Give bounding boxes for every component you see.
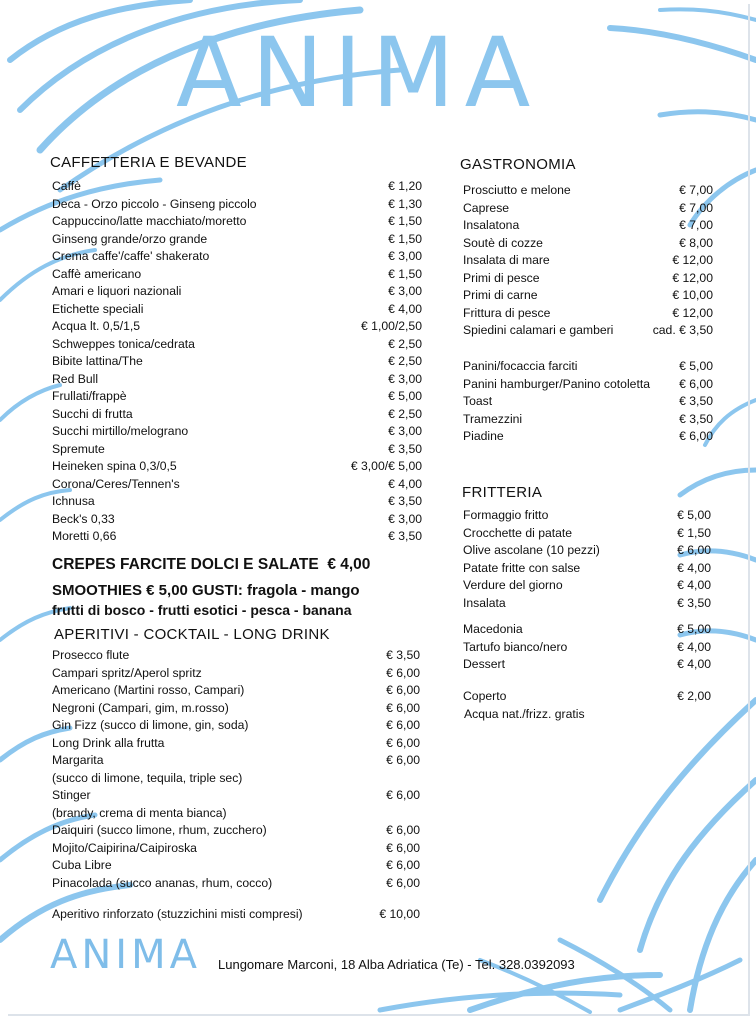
menu-item xyxy=(52,840,420,858)
item-name: Primi di carne xyxy=(463,288,538,302)
menu-item xyxy=(52,665,420,683)
menu-item xyxy=(52,371,422,389)
item-name: Crocchette di patate xyxy=(463,525,573,540)
menu-item xyxy=(463,577,711,595)
item-price: € 3,50 xyxy=(388,441,422,456)
menu-item xyxy=(52,875,420,893)
item-name: Beck's 0,33 xyxy=(52,511,115,526)
menu-item xyxy=(52,248,422,266)
item-price: € 6,00 xyxy=(386,753,420,767)
item-name: Deca - Orzo piccolo - Ginseng piccolo xyxy=(52,196,257,211)
item-price: € 1,50 xyxy=(388,214,422,228)
item-name: Caprese xyxy=(463,200,510,215)
crepes-text: CREPES FARCITE DOLCI E SALATE xyxy=(52,556,319,573)
menu-item xyxy=(463,217,713,235)
aperitivi-title: APERITIVI - COCKTAIL - LONG DRINK xyxy=(54,626,330,643)
dolci-list xyxy=(463,621,711,674)
menu-item xyxy=(52,735,420,753)
item-name: Olive ascolane (10 pezzi) xyxy=(463,543,600,557)
menu-item xyxy=(52,511,422,529)
item-price: € 3,00 xyxy=(388,424,422,438)
menu-item xyxy=(463,656,711,674)
item-name: Gin Fizz (succo di limone, gin, soda) xyxy=(52,718,249,732)
item-price: € 3,50 xyxy=(388,494,422,508)
item-name: Patate fritte con salse xyxy=(463,560,581,575)
item-name: Ginseng grande/orzo grande xyxy=(52,231,208,246)
item-name: Dessert xyxy=(463,657,505,671)
acqua-gratis-note xyxy=(464,706,712,724)
item-name: Aperitivo rinforzato (stuzzichini misti compresi) xyxy=(52,907,303,921)
item-price: cad. € 3,50 xyxy=(652,323,713,337)
footer-logo: ANIMA xyxy=(50,932,201,978)
menu-item xyxy=(463,287,713,305)
item-price: € 1,00/2,50 xyxy=(361,319,422,333)
item-name: Tartufo bianco/nero xyxy=(463,639,568,654)
item-price: € 6,00 xyxy=(679,376,713,391)
smoothies-line-1: SMOOTHIES € 5,00 GUSTI: fragola - mango xyxy=(52,582,360,599)
menu-item xyxy=(52,336,422,354)
item-name: Panini hamburger/Panino cotoletta xyxy=(463,376,650,391)
item-ingredients: (succo di limone, tequila, triple sec) xyxy=(52,770,243,785)
crepes-price: € 4,00 xyxy=(327,556,371,573)
item-price: € 2,50 xyxy=(388,406,422,421)
menu-item xyxy=(52,423,422,441)
item-price: € 4,00 xyxy=(388,301,422,316)
item-price: € 1,20 xyxy=(388,179,422,193)
item-name: Frittura di pesce xyxy=(463,305,551,320)
item-name: Insalata di mare xyxy=(463,253,550,267)
crepes-promo xyxy=(52,556,370,574)
menu-item xyxy=(463,305,713,323)
menu-item xyxy=(463,507,711,525)
item-name: Campari spritz/Aperol spritz xyxy=(52,665,202,680)
menu-item xyxy=(52,717,420,735)
item-price: € 7,00 xyxy=(679,218,713,232)
item-name: Succhi di frutta xyxy=(52,406,133,421)
menu-item xyxy=(52,682,420,700)
menu-item xyxy=(463,595,711,613)
menu-item xyxy=(463,322,713,340)
item-name: Cappuccino/latte macchiato/moretto xyxy=(52,214,247,228)
acqua-gratis-text: Acqua nat./frizz. gratis xyxy=(464,707,585,721)
item-name: Macedonia xyxy=(463,622,523,636)
menu-item xyxy=(52,196,422,214)
menu-item xyxy=(463,358,713,376)
gastronomia-title: GASTRONOMIA xyxy=(460,156,576,173)
item-price: € 3,50 xyxy=(679,411,713,426)
item-price: € 6,00 xyxy=(386,840,420,855)
item-price: € 12,00 xyxy=(672,253,713,267)
menu-item xyxy=(52,301,422,319)
menu-item xyxy=(463,182,713,200)
footer-address: Lungomare Marconi, 18 Alba Adriatica (Te) - Tel. 328.0392093 xyxy=(218,957,575,972)
logo-title: ANIMA xyxy=(176,17,541,129)
item-name: Daiquiri (succo limone, rhum, zucchero) xyxy=(52,823,267,837)
item-price: € 3,50 xyxy=(677,595,711,610)
item-price: € 6,00 xyxy=(386,875,420,890)
item-name: Schweppes tonica/cedrata xyxy=(52,336,195,351)
menu-item xyxy=(463,393,713,411)
item-name: Piadine xyxy=(463,429,504,443)
item-name: Corona/Ceres/Tennen's xyxy=(52,476,180,491)
menu-item xyxy=(463,200,713,218)
item-price: € 6,00 xyxy=(679,429,713,443)
menu-item xyxy=(463,376,713,394)
item-name: Long Drink alla frutta xyxy=(52,735,165,750)
menu-item xyxy=(463,270,713,288)
item-price: € 3,00 xyxy=(388,249,422,263)
item-name: Caffè americano xyxy=(52,266,142,281)
item-name: Ichnusa xyxy=(52,494,95,508)
menu-item xyxy=(52,647,420,665)
menu-item xyxy=(463,235,713,253)
item-name: Formaggio fritto xyxy=(463,508,549,522)
item-price: € 4,00 xyxy=(677,560,711,575)
item-price: € 3,00 xyxy=(388,371,422,386)
item-price: € 3,50 xyxy=(386,648,420,662)
item-price: € 1,50 xyxy=(388,266,422,281)
item-name: Margarita xyxy=(52,753,104,767)
item-name: Americano (Martini rosso, Campari) xyxy=(52,683,245,697)
menu-item xyxy=(52,441,422,459)
item-price: € 6,00 xyxy=(386,718,420,732)
item-name: Red Bull xyxy=(52,371,99,386)
item-name: Insalatona xyxy=(463,218,520,232)
item-price: € 6,00 xyxy=(386,735,420,750)
menu-item xyxy=(52,458,422,476)
item-name: Bibite lattina/The xyxy=(52,354,143,368)
menu-item xyxy=(52,178,422,196)
item-name: Verdure del giorno xyxy=(463,578,563,592)
item-price: € 5,00 xyxy=(677,622,711,636)
menu-item xyxy=(463,411,713,429)
item-price: € 7,00 xyxy=(679,183,713,197)
item-price: € 3,00/€ 5,00 xyxy=(350,459,422,473)
item-price: € 6,00 xyxy=(386,665,420,680)
aperitivo-rinforzato-row xyxy=(52,906,420,924)
menu-item xyxy=(52,787,420,822)
item-name: Soutè di cozze xyxy=(463,235,543,250)
menu-item xyxy=(52,266,422,284)
menu-item xyxy=(463,621,711,639)
item-price: € 3,00 xyxy=(388,284,422,298)
item-price: € 2,00 xyxy=(677,689,711,703)
coperto-row xyxy=(463,688,711,706)
menu-item xyxy=(52,493,422,511)
item-name: Insalata xyxy=(463,595,506,610)
item-name: Negroni (Campari, gim, m.rosso) xyxy=(52,700,229,715)
item-price: € 7,00 xyxy=(679,200,713,215)
item-price: € 10,00 xyxy=(379,907,420,921)
item-price: € 10,00 xyxy=(672,288,713,302)
menu-item xyxy=(52,857,420,875)
item-price: € 2,50 xyxy=(388,336,422,351)
item-name: Acqua lt. 0,5/1,5 xyxy=(52,319,141,333)
item-name: Moretti 0,66 xyxy=(52,529,117,543)
item-price: € 2,50 xyxy=(388,354,422,368)
menu-item xyxy=(463,525,711,543)
item-price: € 6,00 xyxy=(677,543,711,557)
caffetteria-list xyxy=(52,178,422,546)
item-name: Cuba Libre xyxy=(52,858,112,872)
item-price: € 1,30 xyxy=(388,196,422,211)
item-price: € 4,00 xyxy=(677,578,711,592)
menu-item xyxy=(463,252,713,270)
fritteria-list xyxy=(463,507,711,612)
aperitivi-list xyxy=(52,647,420,892)
item-name: Crema caffe'/caffe' shakerato xyxy=(52,249,210,263)
fritteria-title: FRITTERIA xyxy=(462,484,543,501)
item-ingredients: (brandy, crema di menta bianca) xyxy=(52,805,227,820)
menu-item xyxy=(52,283,422,301)
item-name: Spremute xyxy=(52,441,105,456)
item-name: Primi di pesce xyxy=(463,270,540,285)
item-price: € 6,00 xyxy=(386,683,420,697)
item-price: € 4,00 xyxy=(388,476,422,491)
item-price: € 6,00 xyxy=(386,858,420,872)
item-name: Coperto xyxy=(463,689,507,703)
menu-item xyxy=(52,231,422,249)
menu-item xyxy=(52,318,422,336)
item-name: Pinacolada (succo ananas, rhum, cocco) xyxy=(52,875,273,890)
menu-item xyxy=(52,406,422,424)
caffetteria-title: CAFFETTERIA E BEVANDE xyxy=(50,154,247,171)
menu-item xyxy=(463,639,711,657)
item-price: € 3,50 xyxy=(679,394,713,408)
menu-item xyxy=(52,700,420,718)
smoothies-line-2: frutti di bosco - frutti esotici - pesca - banana xyxy=(52,602,352,618)
menu-item xyxy=(52,476,422,494)
item-price: € 6,00 xyxy=(386,788,420,802)
item-name: Mojito/Caipirina/Caipiroska xyxy=(52,840,197,855)
item-price: € 6,00 xyxy=(386,823,420,837)
item-name: Succhi mirtillo/melograno xyxy=(52,424,189,438)
item-price: € 8,00 xyxy=(679,235,713,250)
item-price: € 6,00 xyxy=(386,700,420,715)
item-name: Prosecco flute xyxy=(52,648,130,662)
item-name: Amari e liquori nazionali xyxy=(52,284,182,298)
item-name: Caffè xyxy=(52,179,81,193)
item-price: € 4,00 xyxy=(677,639,711,654)
menu-item xyxy=(52,822,420,840)
item-name: Toast xyxy=(463,394,493,408)
item-name: Heineken spina 0,3/0,5 xyxy=(52,459,177,473)
item-name: Spiedini calamari e gamberi xyxy=(463,323,614,337)
item-price: € 12,00 xyxy=(672,305,713,320)
item-price: € 3,00 xyxy=(388,511,422,526)
panini-list xyxy=(463,358,713,446)
menu-item xyxy=(52,388,422,406)
item-price: € 3,50 xyxy=(388,529,422,543)
menu-item xyxy=(52,353,422,371)
menu-item xyxy=(463,542,711,560)
item-price: € 4,00 xyxy=(677,657,711,671)
gastronomia-list xyxy=(463,182,713,340)
item-name: Stinger xyxy=(52,788,91,802)
item-name: Tramezzini xyxy=(463,411,523,426)
item-name: Prosciutto e melone xyxy=(463,183,571,197)
item-price: € 1,50 xyxy=(677,525,711,540)
item-price: € 5,00 xyxy=(388,389,422,403)
menu-item xyxy=(463,428,713,446)
menu-item xyxy=(52,213,422,231)
menu-item xyxy=(52,752,420,787)
item-name: Etichette speciali xyxy=(52,301,144,316)
item-price: € 5,00 xyxy=(677,508,711,522)
menu-item xyxy=(52,528,422,546)
item-price: € 12,00 xyxy=(672,270,713,285)
item-name: Frullati/frappè xyxy=(52,389,127,403)
item-name: Panini/focaccia farciti xyxy=(463,359,578,373)
menu-item xyxy=(463,560,711,578)
item-price: € 1,50 xyxy=(388,231,422,246)
item-price: € 5,00 xyxy=(679,359,713,373)
